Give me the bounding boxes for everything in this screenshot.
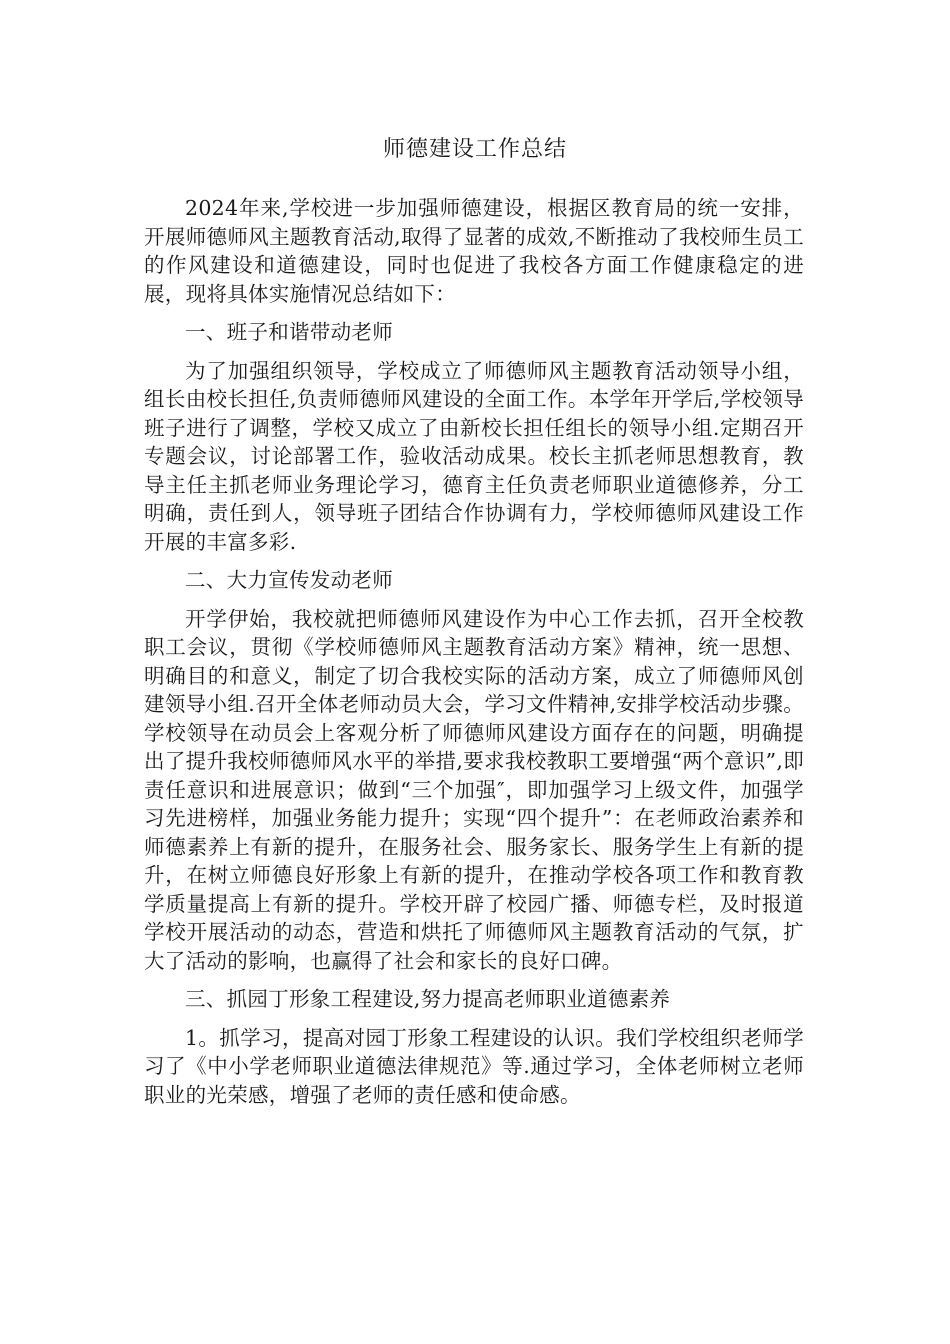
document-body bbox=[144, 194, 804, 1119]
section-1-heading: 一、班子和谐带动老师 bbox=[185, 320, 393, 344]
section-3-item-1: 1。抓学习，提高对园丁形象工程建设的认识。我们学校组织老师学习了《中小学老师职业道德法律规范》等.通过学习，全体老师树立老师职业的光荣感，增强了老师的责任感和使命感。 bbox=[144, 1025, 804, 1107]
section-2-paragraph: 开学伊始，我校就把师德师风建设作为中心工作去抓，召开全校教职工会议，贯彻《学校师德师风主题教育活动方案》精神，统一思想、明确目的和意义，制定了切合我校实际的活动方案，成立了师德师风创建领导小组.召开全体老师动员大会，学习文件精神,安排学校活动步骤。学校领导在动员会上客观分析了师德师风建设方面存在的问题，明确提出了提升我校师德师风水平的举措,要求我校教职工要增强“两个意识”,即责任意识和进展意识；做到“三个加强″，即加强学习上级文件，加强学习先进榜样，加强业务能力提升；实现“四个提升”：在老师政治素养和师德素养上有新的提升，在服务社会、服务家长、服务学生上有新的提升，在树立师德良好形象上有新的提升，在推动学校各项工作和教育教学质量提高上有新的提升。学校开辟了校园广播、师德专栏，及时报道学校开展活动的动态，营造和烘托了师德师风主题教育活动的气氛，扩大了活动的影响，也赢得了社会和家长的良好口碑。 bbox=[144, 606, 804, 973]
section-2-heading: 二、大力宣传发动老师 bbox=[185, 568, 393, 592]
intro-paragraph: 2024年来,学校进一步加强师德建设，根据区教育局的统一安排，开展师德师风主题教育活动,取得了显著的成效,不断推动了我校师生员工的作风建设和道德建设，同时也促进了我校各方面工作健康稳定的进展，现将具体实施情况总结如下： bbox=[144, 196, 804, 306]
section-3-heading: 三、抓园丁形象工程建设,努力提高老师职业道德素养 bbox=[185, 987, 671, 1011]
document-title: 师德建设工作总结 bbox=[382, 137, 567, 162]
section-1-paragraph: 为了加强组织领导，学校成立了师德师风主题教育活动领导小组，组长由校长担任,负责师德师风建设的全面工作。本学年开学后,学校领导班子进行了调整，学校又成立了由新校长担任组长的领导小组.定期召开专题会议，讨论部署工作，验收活动成果。校长主抓老师思想教育，教导主任主抓老师业务理论学习，德育主任负责老师职业道德修养，分工明确，责任到人，领导班子团结合作协调有力，学校师德师风建设工作开展的丰富多彩. bbox=[144, 358, 804, 554]
